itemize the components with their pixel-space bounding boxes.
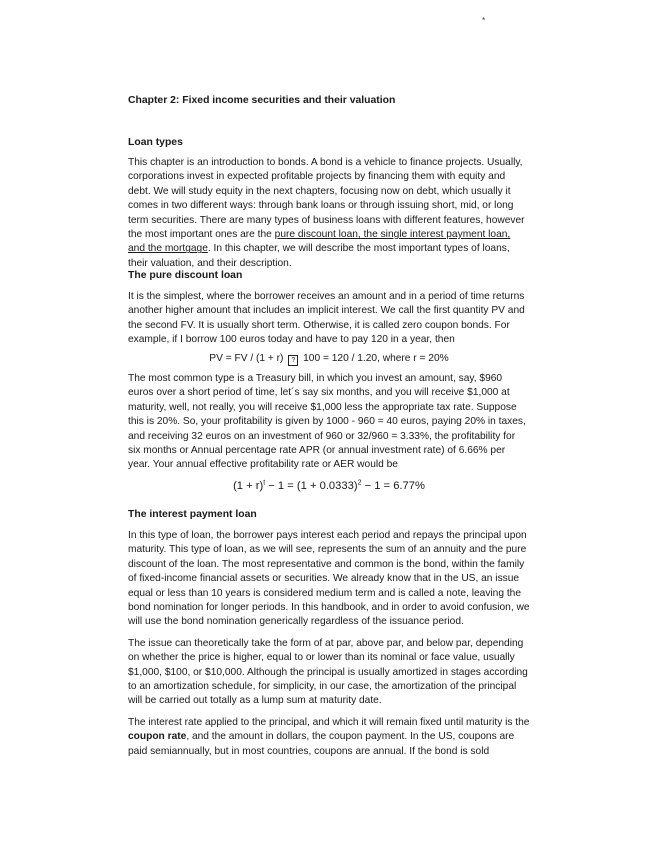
formula-right: 100 = 120 / 1.20, where r = 20% [303,352,449,364]
header-mark: * [482,16,486,25]
heading-interest-payment: The interest payment loan [128,509,257,520]
missing-glyph-icon: ? [288,355,298,366]
coupon-rate-term: coupon rate [128,731,187,743]
chapter-title: Chapter 2: Fixed income securities and their valuation [128,95,396,106]
paragraph-interest-2: The issue can theoretically take the form of at par, above par, and below par, depending on whether the price is higher, equal to or lower than its nominal or face value, usually $1,000, $100, or $10,000. Although the principal is usually amortized in stages according to an amortization schedule, for simplicity, in our case, the amortization of the principal will be carried out totally as a lump sum at maturity date. [128,637,528,707]
section-interest-payment [128,508,530,759]
aer-exponent: 2 [357,479,362,487]
section-pure-discount [128,269,530,493]
pv-formula [128,352,530,366]
section-loan-types [128,136,530,271]
paragraph-text: . In this chapter, we will describe the most important types of loans, their valuation, and their description. [128,243,510,269]
paragraph-interest-3 [128,716,530,759]
paragraph-text: , and the amount in dollars, the coupon payment. In the US, coupons are paid semiannually, but in most countries, coupons are annual. If the bond is sold [128,731,515,757]
aer-exponent: t [263,479,266,487]
heading-pure-discount: The pure discount loan [128,270,243,281]
paragraph-text: The interest rate applied to the principal, and which it will remain fixed until maturity is the [128,716,530,728]
aer-part: − 1 = 6.77% [361,479,425,492]
aer-formula [128,479,530,493]
aer-part: − 1 = (1 + 0.0333) [265,479,358,492]
paragraph-text: This chapter is an introduction to bonds. A bond is a vehicle to finance projects. Usually, corporations invest in expected profitable projects by financing them with equity and debt. We will study equity in the next chapters, focusing now on debt, which usually it comes in two different ways: through bank loans or through issuing short, mid, or long term securities. There are many types of business loans with different features, however the most important ones are the [128,157,525,241]
paragraph-pure-discount-1: It is the simplest, where the borrower receives an amount and in a period of time returns another higher amount that includes an implicit interest. We call the first quantity PV and the second FV. It is usually short term. Otherwise, it is called zero coupon bonds. For example, if I borrow 100 euros today and have to pay 120 in a year, then [128,291,525,346]
formula-left: PV = FV / (1 + r) [209,352,284,364]
heading-loan-types: Loan types [128,137,183,148]
paragraph-pure-discount-2: The most common type is a Treasury bill, in which you invest an amount, say, $960 euros over a short period of time, let´s say six months, and you will receive $1,000 at maturity, well, not really, you will receive $1,000 less the appropriate tax rate. Suppose this is 20%. So, your profitability is given by 1000 - 960 = 40 euros, paying 20% in taxes, and receiving 32 euros on an investment of 960 or 32/960 = 3.33%, the profitability for six months or Annual percentage rate APR (or annual investment rate) of 6.66% per year. Your annual effective profitability rate or AER would be [128,373,526,471]
loan-types-underlined: pure discount loan, the single interest payment loan, and the mortgage [128,229,511,255]
aer-part: (1 + r) [233,479,264,492]
paragraph-interest-1: In this type of loan, the borrower pays interest each period and repays the principal upon maturity. This type of loan, as we will see, represents the sum of an annuity and the pure discount of the loan. The most representative and common is the bond, within the family of fixed-income financial assets or securities. We already know that in the US, an issue equal or less than 10 years is considered medium term and is called a note, leaving the bond nomination for longer periods. In this handbook, and in order to avoid confusion, we will use the bond nomination generically regardless of the issuance period. [128,530,530,628]
paragraph-loan-types [128,156,530,271]
